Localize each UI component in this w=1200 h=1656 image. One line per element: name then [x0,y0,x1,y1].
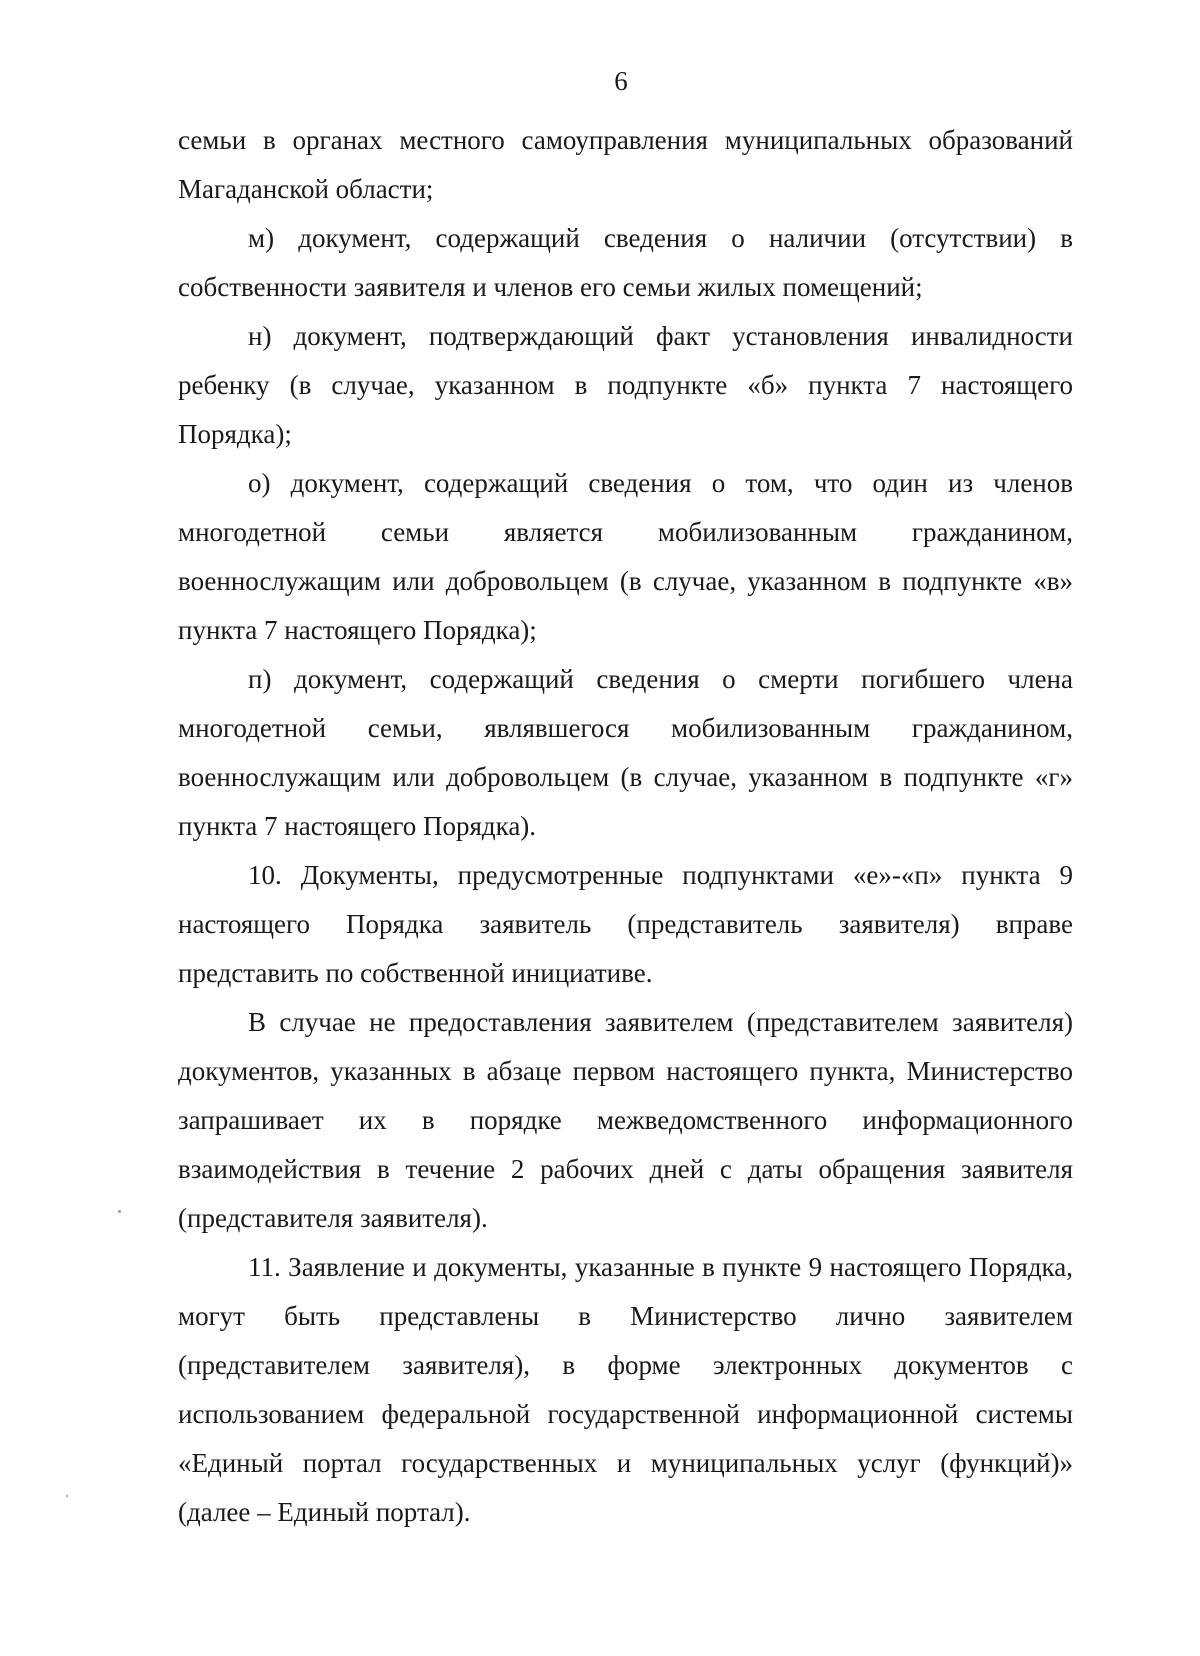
scan-speck [66,1495,68,1497]
scan-speck [118,1210,121,1213]
document-body [178,116,1073,1537]
paragraph-subitem-o: о) документ, содержащий сведения о том, что один из членов многодетной семьи является мобилизованным гражданином, военнослужащим или добровольцем (в случае, указанном в подпункте «в» пункта 7 настоящего Порядка); [178,468,1073,645]
paragraph-subitem-p: п) документ, содержащий сведения о смерти погибшего члена многодетной семьи, являвшегося мобилизованным гражданином, военнослужащим или добровольцем (в случае, указанном в подпункте «г» пункта 7 настоящего Порядка). [178,664,1073,841]
page-number: 6 [614,66,628,96]
paragraph-continuation: семьи в органах местного самоуправления муниципальных образований Магаданской области; [178,125,1073,204]
paragraph-item-11: 11. Заявление и документы, указанные в пункте 9 настоящего Порядка, могут быть представлены в Министерство лично заявителем (представителем заявителя), в форме электронных документов с использованием федеральной государственной информационной системы «Единый портал государственных и муниципальных услуг (функций)» (далее – Единый портал). [178,1252,1073,1527]
paragraph-item-10-second: В случае не предоставления заявителем (представителем заявителя) документов, указанных в абзаце первом настоящего пункта, Министерство запрашивает их в порядке межведомственного информационного взаимодействия в течение 2 рабочих дней с даты обращения заявителя (представителя заявителя). [178,1007,1073,1233]
paragraph-subitem-n: н) документ, подтверждающий факт установления инвалидности ребенку (в случае, указанном в подпункте «б» пункта 7 настоящего Порядка); [178,321,1073,449]
paragraph-item-10: 10. Документы, предусмотренные подпунктами «е»-«п» пункта 9 настоящего Порядка заявитель (представитель заявителя) вправе представить по собственной инициативе. [178,860,1073,988]
paragraph-subitem-m: м) документ, содержащий сведения о наличии (отсутствии) в собственности заявителя и членов его семьи жилых помещений; [178,223,1073,302]
